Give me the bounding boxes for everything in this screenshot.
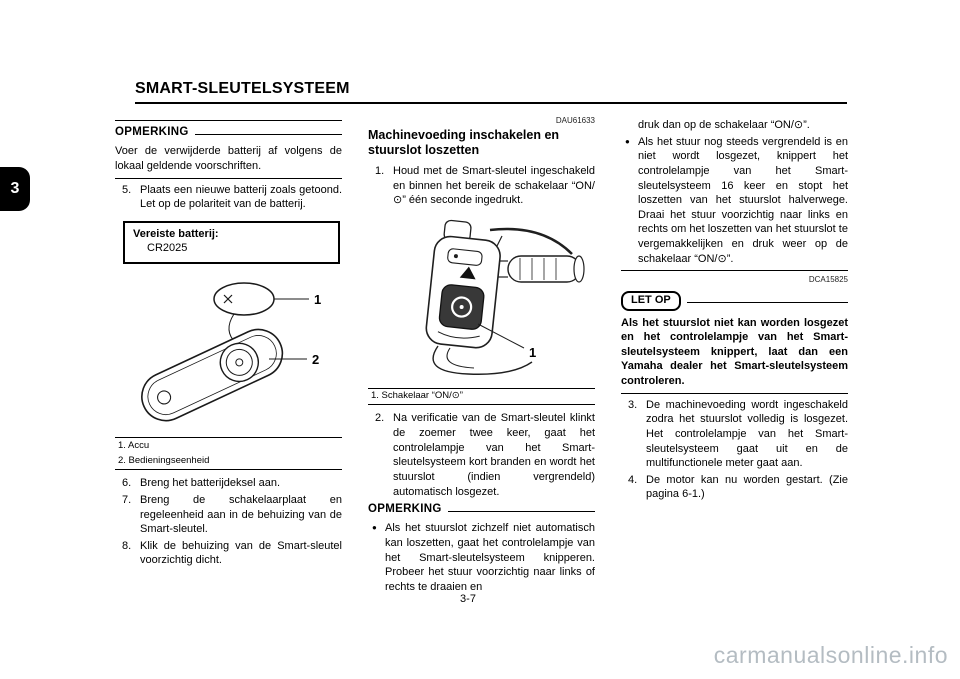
list-item-number: 7. [122,493,132,506]
notice-text: Als het stuurslot niet kan worden losgezet en het controlelampje van het Smart-sleutelsysteem knippert, laat dan een Yamaha dealer het Smart-sleutelsysteem controleren. [621,316,848,387]
heading-rule [448,507,595,512]
caption-line: 2. Bedieningseenheid [118,455,210,467]
list-item-7 [115,493,342,537]
figure-callout-2: 2 [311,352,319,368]
heading-rule [195,130,342,135]
bullet-icon: ● [625,136,630,146]
list-item-number: 3. [628,398,638,411]
notice-heading [621,291,848,311]
list-item-number: 2. [375,412,385,425]
column-left [115,116,342,597]
list-item-4 [621,473,848,502]
list-item-1 [368,164,595,208]
list-item-number: 4. [628,473,638,486]
battery-box-title: Vereiste batterij: [133,227,219,240]
key-fob-illustration [124,273,334,431]
note-label: OPMERKING [115,126,189,138]
handlebar-switch-illustration [372,214,592,382]
list-item-text: Houd met de Smart-sleutel ingeschakeld en binnen het bereik de schakelaar “ON/⊙” één seconde ingedrukt. [393,164,595,207]
page-number: 3-7 [460,593,476,605]
list-item-number: 5. [122,183,132,196]
bullet-text: Als het stuurslot zichzelf niet automatisch kan loszetten, gaat het controlelampje van het Smart-sleutelsysteem knipperen. Probeer het stuur voorzichtig naar links of rechts te draaien en [385,522,595,593]
column-right [621,116,848,597]
section-rule [115,178,342,179]
bullet-text: Als het stuur nog steeds vergrendeld is en niet wordt losgezet, knippert het controlelampje van het Smart-sleutelsysteem 16 keer en stopt het loszetten van het stuurslot halverwege. Draai het stuur voorzichtig naar links en rechts om het loszetten van het stuurslot te vergemakkelijken en druk weer op de schakelaar “ON/⊙”. [638,135,848,265]
caption-rule [368,404,595,405]
caption-line: 1. Schakelaar “ON/⊙” [371,390,463,402]
figure-caption [115,437,342,470]
notice-label: LET OP [621,291,681,311]
list-item-text: Plaats een nieuwe batterij zoals getoond. Let op de polariteit van de batterij. [140,183,342,211]
cable [447,348,474,368]
note-heading [115,125,342,140]
handlebar-switch-figure [368,214,595,382]
section-heading: Machinevoeding inschakelen en stuurslot loszetten [368,127,560,158]
list-item-text: Na verificatie van de Smart-sleutel klinkt de zoemer twee keer, gaat het controlelampje van het Smart-sleutelsysteem kort branden en wordt het stuurslot (indien vergrendeld) automatisch losgezet. [393,412,595,498]
bullet-text-continued: druk dan op de schakelaar “ON/⊙”. [638,119,810,131]
list-item-2 [368,411,595,499]
section-rule [115,120,342,121]
note-heading [368,502,595,517]
list-item-3 [621,398,848,471]
figure-caption [368,388,595,406]
section-code: DAU61633 [555,116,595,125]
bullet-item [368,521,595,594]
note-label: OPMERKING [368,503,442,516]
list-item-text: De motor kan nu worden gestart. (Zie pagina 6-1.) [646,473,848,501]
brake-lever [490,229,572,254]
list-item-text: Breng de schakelaarplaat en regeleenheid aan in de behuizing van de Smart-sleutel. [140,493,342,536]
list-item-5 [115,183,342,212]
coin-battery [214,283,274,315]
heading-rule [687,298,848,303]
list-item-number: 6. [122,477,132,490]
watermark: carmanualsonline.info [713,642,948,668]
column-middle [368,116,595,597]
list-item-text: Klik de behuizing van de Smart-sleutel voorzichtig dicht. [140,539,342,567]
section-code: DCA15825 [808,275,848,285]
note-text: Voer de verwijderde batterij af volgens de lokaal geldende voorschriften. [115,145,342,172]
list-item-text: De machinevoeding wordt ingeschakeld zodra het stuurslot volledig is losgezet. Het controlelampje van het Smart-sleutelsysteem gaat uit en de multifunctionele meter gaat aan. [646,398,848,470]
caption-line: 1. Accu [118,439,150,451]
title-rule [135,102,847,104]
chapter-tab [0,167,30,211]
content-columns [115,116,848,597]
list-item-number: 8. [122,539,132,552]
list-item-number: 1. [375,164,385,177]
section-rule [621,270,848,271]
key-fob-body [134,322,290,429]
section-rule [621,393,848,394]
battery-box-value: CR2025 [147,242,188,255]
list-item-text: Breng het batterijdeksel aan. [140,477,281,490]
key-fob-figure [115,273,342,431]
list-item-6 [115,476,342,491]
figure-callout-1: 1 [528,344,536,360]
required-battery-box [123,221,340,264]
rocker-switch [447,248,482,265]
list-item-8 [115,539,342,568]
figure-callout-1: 1 [313,292,321,308]
bullet-icon: ● [372,523,377,533]
chapter-tab-number: 3 [10,180,20,197]
page-title: SMART-SLEUTELSYSTEEM [135,80,350,97]
grip-end-cap [574,256,584,282]
caption-rule [115,469,342,470]
switch-housing [424,219,503,349]
bullet-item [621,135,848,267]
